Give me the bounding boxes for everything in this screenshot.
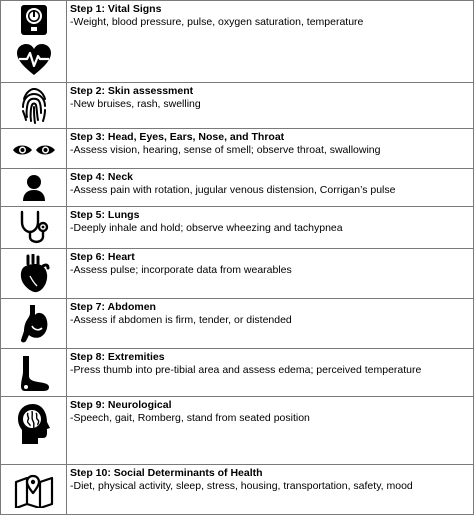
step-row-4 [0, 168, 474, 206]
fingerprint-icon [1, 85, 66, 127]
person-bust-icon [1, 172, 66, 204]
step-icon-cell [1, 397, 67, 464]
step-icon-cell [1, 129, 67, 168]
step-title: Step 4: Neck [70, 171, 134, 183]
step-title: Step 7: Abdomen [70, 301, 156, 313]
step-description: -Weight, blood pressure, pulse, oxygen saturation, temperature [70, 16, 364, 28]
step-description: -Speech, gait, Romberg, stand from seated position [70, 412, 310, 424]
step-icon-cell [1, 465, 67, 514]
step-description: -Assess pulse; incorporate data from wearables [70, 264, 292, 276]
step-row-5 [0, 206, 474, 248]
step-row-1 [0, 0, 474, 82]
step-row-9 [0, 396, 474, 464]
step-description: -Assess if abdomen is firm, tender, or distended [70, 314, 292, 326]
step-icon-cell [1, 83, 67, 128]
step-icon-cell [1, 299, 67, 348]
step-icon-cell [1, 349, 67, 396]
step-row-3 [0, 128, 474, 168]
step-description: -Assess vision, hearing, sense of smell; observe throat, swallowing [70, 144, 381, 156]
step-title: Step 10: Social Determinants of Health [70, 467, 263, 479]
stomach-icon [1, 302, 66, 346]
eyes-icon [1, 133, 66, 167]
step-title: Step 3: Head, Eyes, Ears, Nose, and Throat [70, 131, 285, 143]
step-icon-cell [1, 249, 67, 298]
map-pin-icon [1, 468, 66, 513]
scale-icon [1, 3, 66, 37]
step-title: Step 1: Vital Signs [70, 3, 162, 15]
heart-pulse-icon [1, 41, 66, 79]
step-row-6 [0, 248, 474, 298]
step-title: Step 2: Skin assessment [70, 85, 194, 97]
step-row-2 [0, 82, 474, 128]
step-title: Step 5: Lungs [70, 209, 140, 221]
anatomical-heart-icon [1, 252, 66, 296]
stethoscope-icon [1, 209, 66, 247]
step-row-7 [0, 298, 474, 348]
step-icon-cell [1, 207, 67, 248]
step-description: -Diet, physical activity, sleep, stress, housing, transportation, safety, mood [70, 480, 413, 492]
step-title: Step 8: Extremities [70, 351, 165, 363]
foot-icon [1, 352, 66, 394]
step-title: Step 6: Heart [70, 251, 135, 263]
step-description: -Assess pain with rotation, jugular venous distension, Corrigan’s pulse [70, 184, 396, 196]
step-icon-cell [1, 1, 67, 82]
step-row-10 [0, 464, 474, 515]
step-title: Step 9: Neurological [70, 399, 172, 411]
head-brain-icon [1, 399, 66, 449]
step-description: -Deeply inhale and hold; observe wheezing and tachypnea [70, 222, 343, 234]
step-icon-cell [1, 169, 67, 206]
step-description: -Press thumb into pre-tibial area and assess edema; perceived temperature [70, 364, 422, 376]
step-row-8 [0, 348, 474, 396]
step-description: -New bruises, rash, swelling [70, 98, 201, 110]
